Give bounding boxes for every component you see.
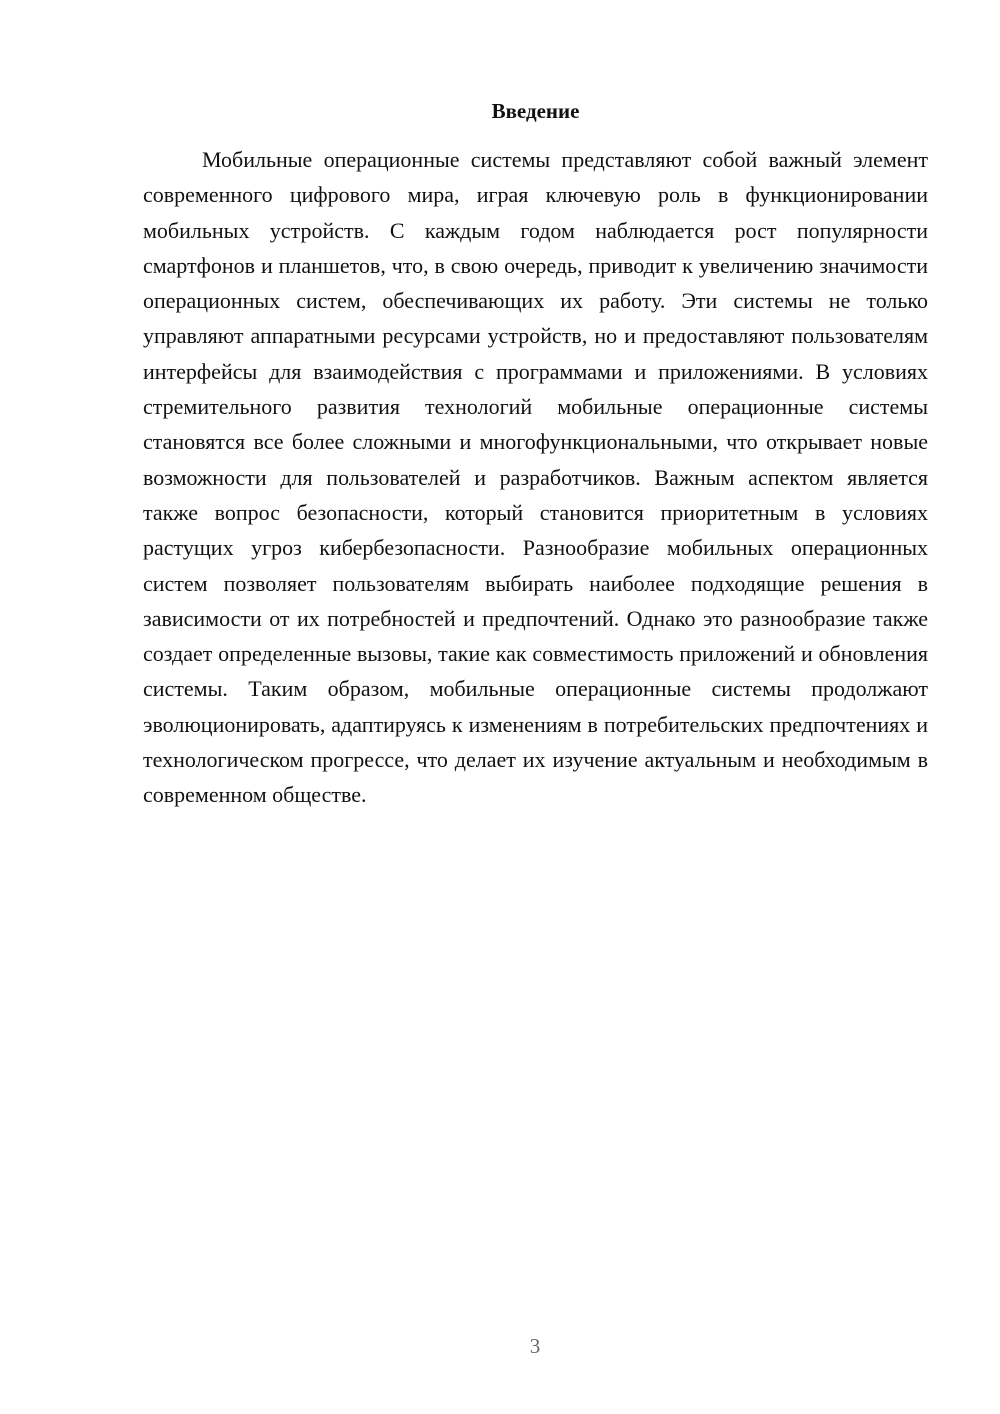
- section-title: Введение: [491, 99, 580, 123]
- body-paragraph: Мобильные операционные системы представляют собой важный элемент современного цифрового мира, играя ключевую роль в функционировании мобильных устройств. С каждым годом наблюдается рост популярности смартфонов и планшетов, что, в свою очередь, приводит к увеличению значимости операционных систем, обеспечивающих их работу. Эти системы не только управляют аппаратными ресурсами устройств, но и предоставляют пользователям интерфейсы для взаимодействия с программами и приложениями. В условиях стремительного развития технологий мобильные операционные системы становятся все более сложными и многофункциональными, что открывает новые возможности для пользователей и разработчиков. Важным аспектом является также вопрос безопасности, который становится приоритетным в условиях растущих угроз кибербезопасности. Разнообразие мобильных операционных систем позволяет пользователям выбирать наиболее подходящие решения в зависимости от их потребностей и предпочтений. Однако это разнообразие также создает определенные вызовы, такие как совместимость приложений и обновления системы. Таким образом, мобильные операционные системы продолжают эволюционировать, адаптируясь к изменениям в потребительских предпочтениях и технологическом прогрессе, что делает их изучение актуальным и необходимым в современном обществе.: [143, 147, 928, 808]
- page-number: 3: [529, 1334, 541, 1358]
